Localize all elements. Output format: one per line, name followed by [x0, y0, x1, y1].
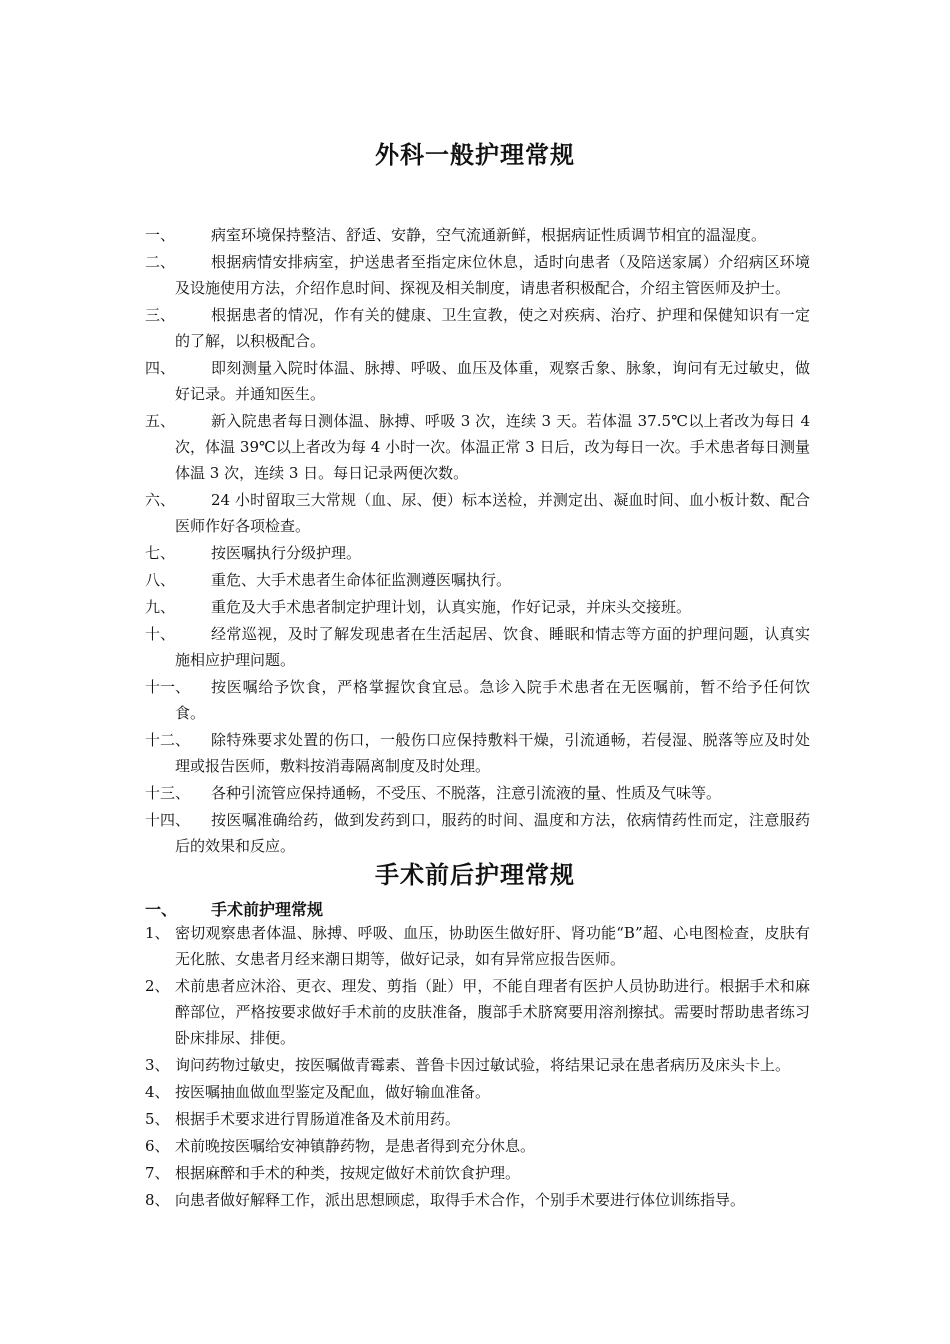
item-text: 即刻测量入院时体温、脉搏、呼吸、血压及体重，观察舌象、脉象，询问有无过敏史，做好记录。并通知医生。: [175, 359, 810, 403]
item-number: 1、: [145, 924, 170, 942]
list-item: [145, 222, 810, 248]
list-item: [145, 567, 810, 593]
sub-heading-number: 一、: [145, 900, 178, 919]
list-item: [145, 249, 810, 301]
item-text: 新入院患者每日测体温、脉搏、呼吸 3 次，连续 3 天。若体温 37.5℃以上者改为每日 4 次，体温 39℃以上者改为每 4 小时一次。体温正常 3 日后，改为每日一次。手术患者每日测量体温 3 次，连续 3 日。每日记录两便次数。: [175, 412, 810, 482]
page-title: 外科一般护理常规: [375, 140, 575, 169]
item-text: 重危、大手术患者生命体征监测遵医嘱执行。: [211, 571, 512, 589]
item-text: 重危及大手术患者制定护理计划，认真实施，作好记录，并床头交接班。: [211, 598, 692, 616]
item-text: 密切观察患者体温、脉搏、呼吸、血压，协助医生做好肝、肾功能“B”超、心电图检查，皮肤有无化脓、女患者月经来潮日期等，做好记录，如有异常应报告医师。: [175, 924, 810, 968]
item-number: 十四、: [145, 811, 191, 829]
item-number: 三、: [145, 306, 176, 324]
list-item: [145, 973, 810, 1051]
item-text: 按医嘱给予饮食，严格掌握饮食宜忌。急诊入院手术患者在无医嘱前，暂不给予任何饮食。: [175, 678, 810, 722]
list-item: [145, 355, 810, 407]
list-item: [145, 674, 810, 726]
item-text: 各种引流管应保持通畅，不受压、不脱落，注意引流液的量、性质及气味等。: [211, 784, 722, 802]
item-number: 十、: [145, 625, 176, 643]
item-number: 5、: [145, 1110, 170, 1128]
list-item: [145, 727, 810, 779]
item-number: 十一、: [145, 678, 191, 696]
item-number: 6、: [145, 1137, 170, 1155]
item-text: 根据麻醉和手术的种类，按规定做好术前饮食护理。: [175, 1164, 521, 1182]
list-item: [145, 807, 810, 859]
sub-heading-text: 手术前护理常规: [211, 900, 324, 919]
item-number: 3、: [145, 1056, 170, 1074]
list-item: [145, 487, 810, 539]
item-number: 4、: [145, 1083, 170, 1101]
item-number: 二、: [145, 253, 176, 271]
item-number: 四、: [145, 359, 176, 377]
list-item: [145, 1106, 810, 1132]
item-text: 根据手术要求进行胃肠道准备及术前用药。: [175, 1110, 461, 1128]
item-text: 按医嘱抽血做血型鉴定及配血，做好输血准备。: [175, 1083, 491, 1101]
item-number: 九、: [145, 598, 176, 616]
item-number: 十二、: [145, 731, 191, 749]
item-text: 除特殊要求处置的伤口，一般伤口应保持敷料干燥，引流通畅，若侵湿、脱落等应及时处理或报告医师，敷料按消毒隔离制度及时处理。: [175, 731, 810, 775]
item-number: 7、: [145, 1164, 170, 1182]
section-title: 手术前后护理常规: [375, 860, 575, 889]
item-text: 向患者做好解释工作，派出思想顾虑，取得手术合作，个别手术要进行体位训练指导。: [175, 1191, 746, 1209]
item-number: 8、: [145, 1191, 170, 1209]
list-item: [145, 1079, 810, 1105]
list-item: [145, 621, 810, 673]
item-number: 五、: [145, 412, 176, 430]
item-text: 按医嘱执行分级护理。: [211, 544, 362, 562]
item-text: 询问药物过敏史，按医嘱做青霉素、普鲁卡因过敏试验，将结果记录在患者病历及床头卡上。: [175, 1056, 791, 1074]
list-item: [145, 594, 810, 620]
item-number: 一、: [145, 226, 176, 244]
item-text: 经常巡视，及时了解发现患者在生活起居、饮食、睡眠和情志等方面的护理问题，认真实施相应护理问题。: [175, 625, 810, 669]
list-item: [145, 408, 810, 486]
item-text: 术前患者应沐浴、更衣、理发、剪指（趾）甲，不能自理者有医护人员协助进行。根据手术和麻醉部位，严格按要求做好手术前的皮肤准备，腹部手术脐窝要用溶剂擦拭。需要时帮助患者练习卧床排尿、排便。: [175, 977, 810, 1047]
item-text: 术前晚按医嘱给安神镇静药物，是患者得到充分休息。: [175, 1137, 536, 1155]
general-nursing-list: [145, 222, 810, 860]
item-number: 十三、: [145, 784, 191, 802]
list-item: [145, 780, 810, 806]
item-number: 七、: [145, 544, 176, 562]
item-text: 根据病情安排病室，护送患者至指定床位休息，适时向患者（及陪送家属）介绍病区环境及设施使用方法，介绍作息时间、探视及相关制度，请患者积极配合，介绍主管医师及护士。: [175, 253, 810, 297]
list-item: [145, 1133, 810, 1159]
preop-nursing-list: [145, 920, 810, 1214]
item-number: 六、: [145, 491, 176, 509]
list-item: [145, 1052, 810, 1078]
item-text: 按医嘱准确给药，做到发药到口，服药的时间、温度和方法，依病情药性而定，注意服药后的效果和反应。: [175, 811, 810, 855]
item-text: 病室环境保持整洁、舒适、安静，空气流通新鲜，根据病证性质调节相宜的温湿度。: [211, 226, 767, 244]
list-item: [145, 302, 810, 354]
list-item: [145, 1187, 810, 1213]
item-text: 24 小时留取三大常规（血、尿、便）标本送检，并测定出、凝血时间、血小板计数、配合医师作好各项检查。: [175, 491, 810, 535]
item-number: 八、: [145, 571, 176, 589]
list-item: [145, 540, 810, 566]
item-text: 根据患者的情况，作有关的健康、卫生宣教，使之对疾病、治疗、护理和保健知识有一定的了解，以积极配合。: [175, 306, 810, 350]
item-number: 2、: [145, 977, 170, 995]
sub-heading: [145, 897, 323, 920]
list-item: [145, 920, 810, 972]
list-item: [145, 1160, 810, 1186]
